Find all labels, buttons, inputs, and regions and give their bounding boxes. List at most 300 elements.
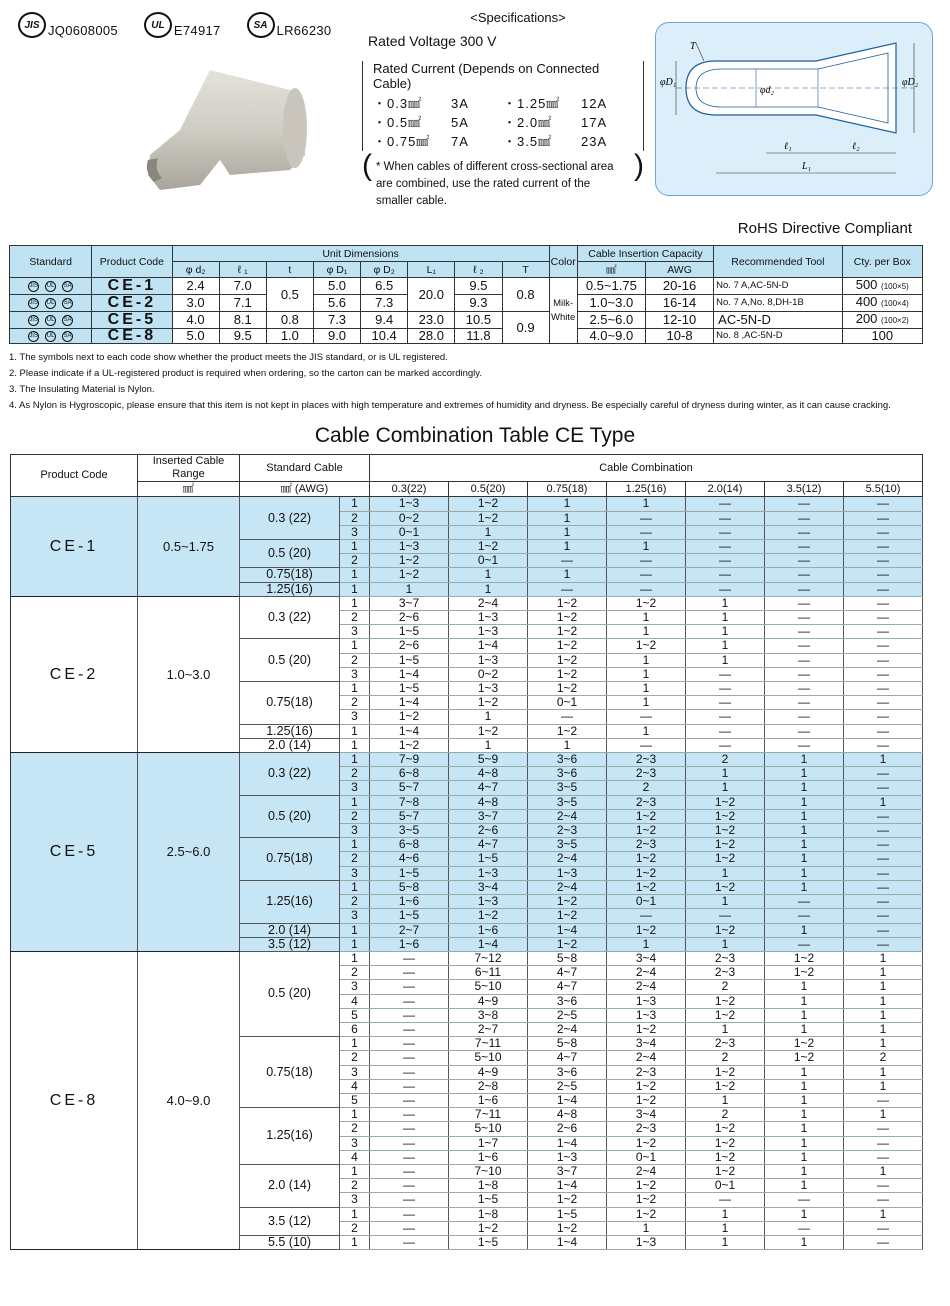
standard-cable-count: 2 (340, 852, 370, 866)
standard-cable-count: 2 (340, 809, 370, 823)
combination-value: 1~2 (528, 611, 607, 625)
combination-value: 0~1 (607, 1150, 686, 1164)
combination-value: 3~5 (370, 824, 449, 838)
jis-icon: JIS (28, 281, 39, 292)
rated-current-note: ( * When cables of different cross-sectional area are combined, use the rated current of the smaller cable. ) (362, 159, 644, 210)
size: ・0.75㎟ (373, 134, 431, 149)
combination-value: 2~8 (449, 1079, 528, 1093)
combination-value: 2~3 (607, 1065, 686, 1079)
specifications (362, 10, 644, 210)
combination-value: — (844, 781, 923, 795)
combination-value: 5~8 (370, 880, 449, 894)
combination-value: — (844, 710, 923, 724)
dim-D2: 6.5 (361, 278, 408, 295)
standard-cable: 1.25(16) (240, 1108, 340, 1165)
combination-value: 1 (765, 1150, 844, 1164)
combination-value: 1~4 (370, 667, 449, 681)
combination-value: 1 (607, 667, 686, 681)
combination-value: 0~1 (607, 895, 686, 909)
combination-value: 1 (765, 1122, 844, 1136)
combination-value: 3~5 (528, 795, 607, 809)
size: ・0.5㎟ (373, 115, 423, 130)
combination-value: 1~3 (607, 1008, 686, 1022)
combination-value: 3~4 (449, 880, 528, 894)
combination-value: 0~1 (449, 554, 528, 568)
qty: 200 (855, 311, 878, 326)
combination-value: 5~10 (449, 980, 528, 994)
standard-cable-count: 5 (340, 1093, 370, 1107)
combination-value: 1~5 (370, 682, 449, 696)
combination-value: 2~6 (449, 824, 528, 838)
combination-value: — (686, 738, 765, 752)
combination-value: — (765, 639, 844, 653)
combination-value: — (686, 909, 765, 923)
combination-value: 4~8 (449, 795, 528, 809)
combination-value: 1~5 (370, 653, 449, 667)
standard-cable: 0.3 (22) (240, 596, 340, 639)
combination-value: 1 (765, 1065, 844, 1079)
dim-D2: 7.3 (361, 295, 408, 312)
combination-value: — (844, 596, 923, 610)
combination-value: 1 (765, 1108, 844, 1122)
combination-value: 1 (686, 866, 765, 880)
standard-cable-count: 1 (340, 1164, 370, 1178)
combination-value: 6~11 (449, 966, 528, 980)
combination-value: — (370, 1164, 449, 1178)
standard-cable-count: 3 (340, 667, 370, 681)
combination-value: — (765, 582, 844, 596)
combination-value: 4~8 (449, 767, 528, 781)
combination-value: 2~6 (370, 611, 449, 625)
combination-value: — (844, 1235, 923, 1249)
combination-value: — (686, 696, 765, 710)
combination-value: 1 (449, 710, 528, 724)
combination-value: 2~4 (528, 880, 607, 894)
combination-value: 1~2 (686, 795, 765, 809)
combination-value: 2~3 (607, 795, 686, 809)
combination-value: — (686, 710, 765, 724)
combination-value: 3~7 (449, 809, 528, 823)
combination-value: — (844, 824, 923, 838)
jis-icon: JIS (28, 298, 39, 309)
combination-value: — (765, 625, 844, 639)
combination-value: 1~4 (528, 923, 607, 937)
standard-cable-count: 1 (340, 1108, 370, 1122)
combination-value: — (686, 582, 765, 596)
combination-value: 1~2 (686, 1122, 765, 1136)
combination-value: 1~2 (765, 966, 844, 980)
combination-value: 1 (528, 497, 607, 511)
combination-value: 1~6 (449, 1093, 528, 1107)
combination-value: 3~6 (528, 767, 607, 781)
amps: 5A (451, 115, 469, 130)
combination-value: 1 (765, 838, 844, 852)
combination-value: — (370, 1022, 449, 1036)
capacity-awg: 16-14 (645, 295, 713, 312)
combination-value: — (765, 696, 844, 710)
inserted-cable-range: 0.5~1.75 (138, 497, 240, 596)
combination-value: 1~2 (528, 895, 607, 909)
combination-value: 1 (844, 1079, 923, 1093)
combination-value: — (844, 497, 923, 511)
combination-value: — (686, 554, 765, 568)
combination-value: 3~4 (607, 1037, 686, 1051)
combination-value: 1~2 (370, 710, 449, 724)
combination-value: 1~4 (528, 1235, 607, 1249)
dim-d2: 4.0 (172, 312, 219, 329)
combination-value: 1 (449, 525, 528, 539)
combination-value: 1~5 (449, 1235, 528, 1249)
inserted-cable-range: 4.0~9.0 (138, 951, 240, 1249)
csa-cert (247, 12, 332, 38)
standard-unit: ㎟ (AWG) (240, 482, 370, 497)
standard-cable-count: 1 (340, 540, 370, 554)
combination-value: 2~3 (686, 966, 765, 980)
combination-value: 1 (765, 923, 844, 937)
csa-number: LR66230 (276, 23, 332, 38)
standard-cable-count: 2 (340, 1051, 370, 1065)
rohs-compliance: RoHS Directive Compliant (737, 220, 912, 237)
combination-value: — (844, 809, 923, 823)
combination-value: — (528, 582, 607, 596)
combination-value: 2~7 (370, 923, 449, 937)
dim-l1: 7.0 (219, 278, 266, 295)
combination-value: 2~4 (528, 1022, 607, 1036)
combination-value: — (607, 568, 686, 582)
combination-header: Cable Combination (370, 455, 923, 482)
qty: 100 (871, 328, 894, 343)
combination-value: 1 (686, 1221, 765, 1235)
combination-table (10, 454, 923, 1250)
combination-value: 1~4 (370, 724, 449, 738)
dim-D1: 9.0 (313, 329, 360, 344)
combination-value: 2~5 (528, 1079, 607, 1093)
combination-row (11, 951, 923, 965)
combination-value: 1~2 (528, 639, 607, 653)
standard-cable: 2.0 (14) (240, 923, 340, 937)
capacity-mm2: 1.0~3.0 (577, 295, 645, 312)
spec-table (9, 245, 923, 344)
combination-value: 1 (765, 1008, 844, 1022)
combination-value: — (370, 1108, 449, 1122)
combination-value: 0~1 (686, 1179, 765, 1193)
combination-value: 1~2 (686, 824, 765, 838)
dim-D1: 5.6 (313, 295, 360, 312)
standard-cable-count: 3 (340, 980, 370, 994)
standard-header: Standard (10, 246, 92, 278)
combination-value: 1 (686, 1093, 765, 1107)
combination-value: 4~8 (528, 1108, 607, 1122)
combination-value: — (765, 895, 844, 909)
standard-cable: 0.5 (20) (240, 795, 340, 838)
combination-value: 1~2 (528, 724, 607, 738)
combination-value: 7~10 (449, 1164, 528, 1178)
standard-cable-count: 3 (340, 710, 370, 724)
combination-value: 1~2 (370, 738, 449, 752)
combination-value: — (607, 710, 686, 724)
standard-cable-count: 5 (340, 1008, 370, 1022)
combination-value: 4~7 (449, 781, 528, 795)
dim-header: L₁ (408, 262, 455, 278)
ul-mark-icon: UL (144, 12, 172, 38)
standard-cable-count: 2 (340, 895, 370, 909)
combination-value: — (844, 511, 923, 525)
capacity-awg: 10-8 (645, 329, 713, 344)
combination-value: 1~6 (370, 937, 449, 951)
combination-value: 1 (607, 497, 686, 511)
standard-cable: 3.5 (12) (240, 937, 340, 951)
dim-header: t (266, 262, 313, 278)
dim-D2: 9.4 (361, 312, 408, 329)
combination-value: — (765, 554, 844, 568)
combination-value: — (844, 838, 923, 852)
recommended-tool: No. 8 ,AC-5N-D (714, 329, 842, 344)
combination-value: 1~8 (449, 1179, 528, 1193)
combination-value: — (765, 724, 844, 738)
capacity-awg: 20-16 (645, 278, 713, 295)
combination-value: — (370, 1037, 449, 1051)
combination-value: 1 (765, 781, 844, 795)
inserted-range-header: Inserted Cable Range (138, 455, 240, 482)
combination-value: 1 (844, 1108, 923, 1122)
combination-value: 5~8 (528, 1037, 607, 1051)
color-header: Color (549, 246, 577, 278)
standard-cable-count: 3 (340, 525, 370, 539)
standard-cable-count: 1 (340, 1207, 370, 1221)
combination-value: 4~9 (449, 994, 528, 1008)
combination-value: 7~9 (370, 753, 449, 767)
combination-value: — (370, 966, 449, 980)
combination-value: 3~8 (449, 1008, 528, 1022)
combo-col-header: 3.5(12) (765, 482, 844, 497)
combination-value: 1 (765, 1093, 844, 1107)
diagram-label-T: T (690, 41, 696, 52)
combination-value: — (370, 1193, 449, 1207)
product-code: CE-5 (92, 312, 172, 329)
combination-value: 5~8 (528, 951, 607, 965)
standard-cable: 0.3 (22) (240, 753, 340, 796)
combination-value: — (765, 909, 844, 923)
size: ・2.0㎟ (503, 115, 553, 130)
combination-value: — (686, 568, 765, 582)
combination-value: — (844, 1122, 923, 1136)
dim-d2: 5.0 (172, 329, 219, 344)
certification-marks (18, 12, 357, 38)
combination-value: 3~4 (607, 1108, 686, 1122)
combination-value: 1 (844, 1008, 923, 1022)
combination-value: — (686, 1193, 765, 1207)
standard-cable-count: 2 (340, 966, 370, 980)
combination-value: 4~9 (449, 1065, 528, 1079)
qty-cell (842, 312, 922, 329)
combination-value: 1~2 (607, 639, 686, 653)
combination-value: 1~3 (449, 611, 528, 625)
combination-value: 1 (686, 611, 765, 625)
note-item: 3. The Insulating Material is Nylon. (9, 384, 155, 395)
standard-cable-count: 1 (340, 738, 370, 752)
cable-capacity-header: Cable Insertion Capacity (577, 246, 713, 262)
standard-cable: 0.3 (22) (240, 497, 340, 540)
combination-value: 1~5 (449, 1193, 528, 1207)
combination-value: — (765, 937, 844, 951)
combination-value: 6~8 (370, 838, 449, 852)
combination-value: — (765, 653, 844, 667)
combination-value: 1~2 (686, 1150, 765, 1164)
dimension-diagram (655, 22, 933, 196)
combination-value: 1 (528, 738, 607, 752)
combination-value: — (370, 1093, 449, 1107)
dim-D1: 7.3 (313, 312, 360, 329)
standard-cable-count: 2 (340, 1221, 370, 1235)
combination-value: 2~3 (607, 767, 686, 781)
standard-cable-count: 2 (340, 653, 370, 667)
combination-value: 2 (686, 753, 765, 767)
combination-value: — (607, 738, 686, 752)
combination-value: — (370, 980, 449, 994)
combination-value: 3~7 (370, 596, 449, 610)
combination-value: 1~2 (686, 1065, 765, 1079)
combination-value: 3~5 (528, 781, 607, 795)
color-value: Milk-White (549, 278, 577, 344)
spec-row (10, 278, 923, 295)
combination-value: — (370, 994, 449, 1008)
combination-value: 1~2 (607, 1093, 686, 1107)
capacity-awg: 12-10 (645, 312, 713, 329)
combination-value: 1 (528, 525, 607, 539)
size: ・0.3㎟ (373, 96, 423, 111)
combination-value: 1~3 (449, 895, 528, 909)
combination-value: 1~2 (449, 1221, 528, 1235)
standard-cable-count: 2 (340, 511, 370, 525)
combination-value: 2~4 (607, 966, 686, 980)
combination-value: 1 (844, 1022, 923, 1036)
standard-cable: 3.5 (12) (240, 1207, 340, 1235)
combination-value: 1~2 (449, 511, 528, 525)
standard-cable-count: 1 (340, 582, 370, 596)
dim-t: 1.0 (266, 329, 313, 344)
combination-value: — (765, 596, 844, 610)
combination-value: 1 (528, 540, 607, 554)
combination-value: 2~4 (528, 809, 607, 823)
combination-value: — (686, 497, 765, 511)
standard-cable-count: 2 (340, 554, 370, 568)
combination-value: 5~7 (370, 809, 449, 823)
standard-cable-count: 3 (340, 824, 370, 838)
combination-value: — (607, 511, 686, 525)
combination-value: 1 (765, 1022, 844, 1036)
combination-value: 5~10 (449, 1051, 528, 1065)
standard-cable: 0.75(18) (240, 682, 340, 725)
combination-value: — (844, 895, 923, 909)
standard-cable: 0.5 (20) (240, 639, 340, 682)
dim-header: ℓ ₁ (219, 262, 266, 278)
combination-value: 1~5 (370, 625, 449, 639)
combination-value: 1 (686, 895, 765, 909)
combination-value: — (844, 1136, 923, 1150)
combination-value: 1~2 (449, 724, 528, 738)
combination-value: 1 (607, 611, 686, 625)
combination-value: 1~2 (686, 923, 765, 937)
combination-value: — (370, 1079, 449, 1093)
combination-value: 1 (686, 781, 765, 795)
standard-cable: 0.5 (20) (240, 951, 340, 1036)
combination-value: 3~5 (528, 838, 607, 852)
qty-note: (100×2) (881, 316, 909, 325)
jis-icon: JIS (28, 315, 39, 326)
combination-value: — (844, 582, 923, 596)
current-row (373, 132, 633, 151)
combination-value: — (844, 682, 923, 696)
dim-header: φ d₂ (172, 262, 219, 278)
combination-value: 3~6 (528, 753, 607, 767)
combo-col-header: 0.3(22) (370, 482, 449, 497)
standard-cable-count: 1 (340, 923, 370, 937)
combo-col-header: 0.5(20) (449, 482, 528, 497)
combination-value: — (528, 554, 607, 568)
combination-value: 1~3 (449, 653, 528, 667)
recommended-tool: No. 7 A,No. 8,DH-1B (714, 295, 842, 312)
standard-symbols (10, 329, 92, 344)
dim-L1: 23.0 (408, 312, 455, 329)
combination-value: 1~5 (528, 1207, 607, 1221)
product-code: CE-8 (92, 329, 172, 344)
mm2-header: ㎟ (577, 262, 645, 278)
dim-l2: 9.3 (455, 295, 502, 312)
dim-t: 0.5 (266, 278, 313, 312)
combination-value: — (370, 1136, 449, 1150)
csa-icon: SA (62, 281, 73, 292)
combination-value: — (844, 724, 923, 738)
combination-value: 3~4 (607, 951, 686, 965)
combo-col-header: 1.25(16) (607, 482, 686, 497)
combination-value: — (765, 1221, 844, 1235)
standard-cable-count: 1 (340, 596, 370, 610)
combination-value: 1 (607, 540, 686, 554)
combination-value: 1 (607, 625, 686, 639)
combination-value: — (528, 710, 607, 724)
combination-value: 1 (765, 795, 844, 809)
note-item: 1. The symbols next to each code show whether the product meets the JIS standard, or is UL registered. (9, 352, 448, 363)
combination-value: 1~5 (449, 852, 528, 866)
standard-cable: 5.5 (10) (240, 1235, 340, 1249)
combination-value: 4~7 (528, 966, 607, 980)
combination-value: 1~2 (607, 866, 686, 880)
combination-value: — (844, 568, 923, 582)
standard-cable-count: 3 (340, 1065, 370, 1079)
dim-D2: 10.4 (361, 329, 408, 344)
combination-value: — (686, 682, 765, 696)
combination-value: 1 (686, 596, 765, 610)
jis-mark-icon: JIS (18, 12, 46, 38)
combination-value: 2 (607, 781, 686, 795)
standard-cable-count: 4 (340, 994, 370, 1008)
standard-cable: 1.25(16) (240, 880, 340, 923)
combination-value: 1~2 (607, 1179, 686, 1193)
combination-value: — (765, 568, 844, 582)
dim-header: T (502, 262, 549, 278)
standard-symbols (10, 278, 92, 295)
ul-icon: UL (45, 331, 56, 342)
product-code: CE-2 (92, 295, 172, 312)
amps: 17A (581, 115, 608, 130)
product-code: CE-5 (11, 753, 138, 952)
product-code-header: Product Code (11, 455, 138, 497)
standard-cable-count: 1 (340, 1037, 370, 1051)
combination-value: 2 (686, 1051, 765, 1065)
dim-l1: 9.5 (219, 329, 266, 344)
combination-value: 1 (607, 696, 686, 710)
combination-value: 2~5 (528, 1008, 607, 1022)
